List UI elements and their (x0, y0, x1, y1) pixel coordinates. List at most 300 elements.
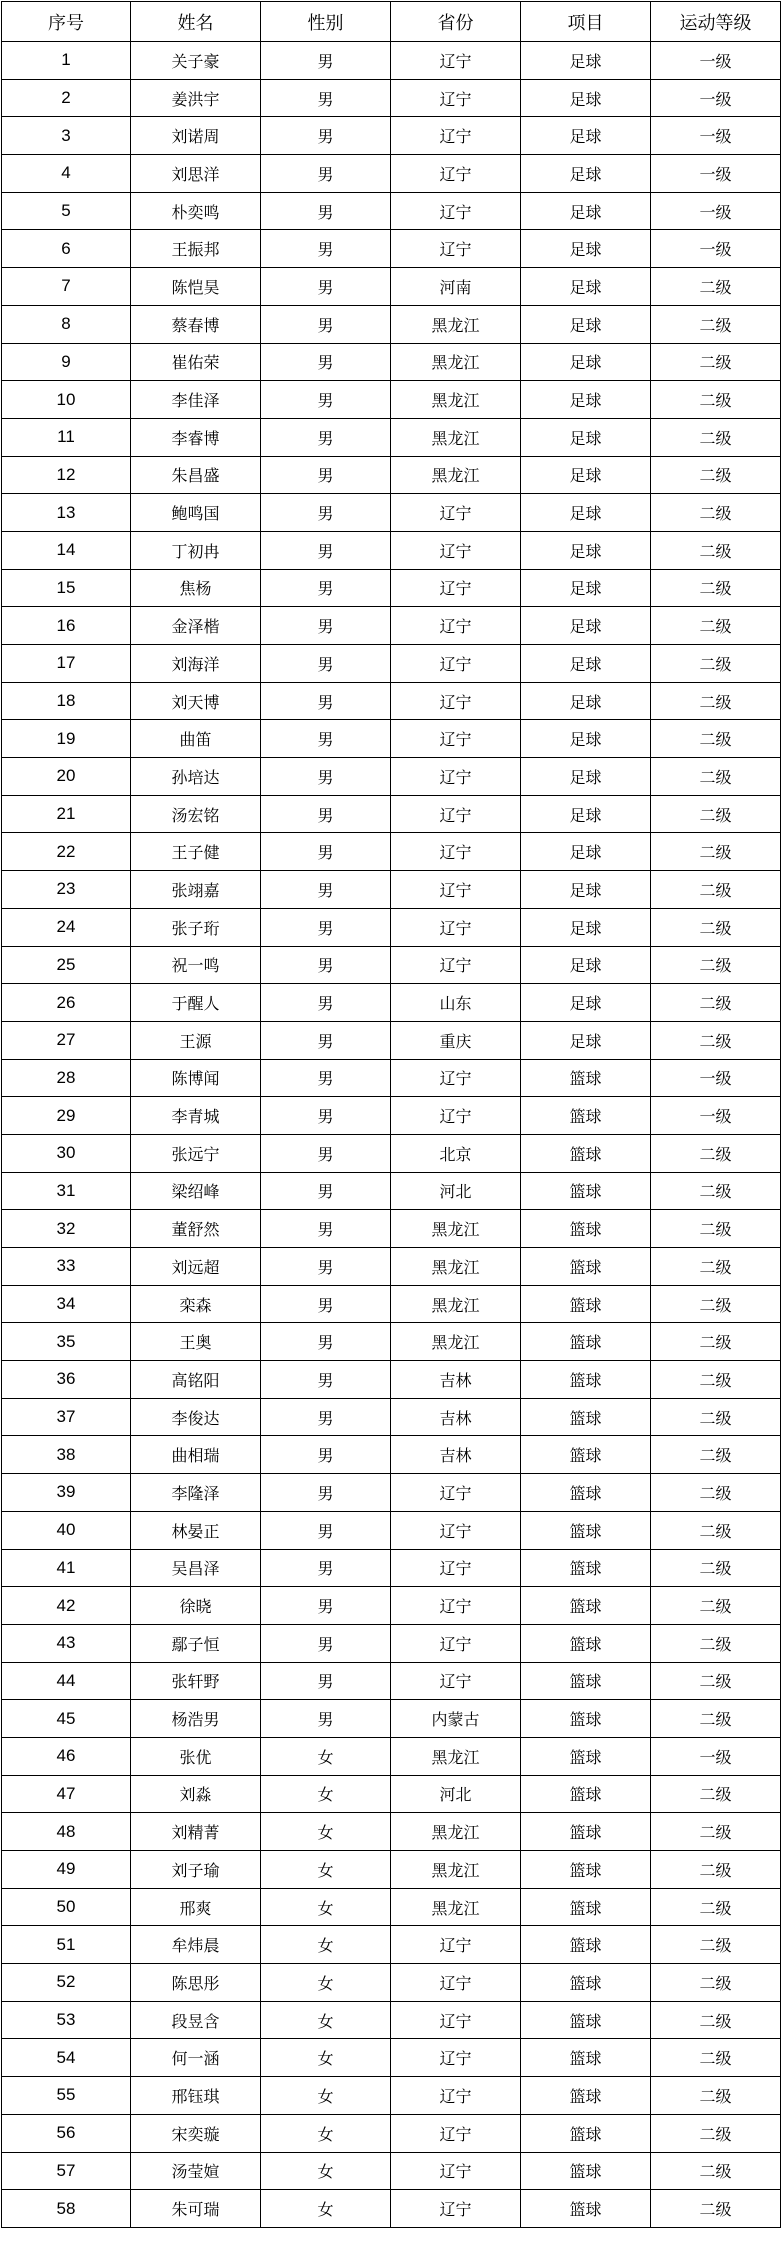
table-row (2, 268, 781, 306)
cell-sport: 足球 (521, 494, 651, 532)
cell-province: 辽宁 (391, 79, 521, 117)
cell-province: 辽宁 (391, 531, 521, 569)
table-row (2, 1474, 781, 1512)
cell-index: 40 (2, 1511, 131, 1549)
cell-name: 孙培达 (131, 758, 261, 796)
cell-gender: 男 (261, 1700, 391, 1738)
cell-sport: 篮球 (521, 1624, 651, 1662)
table-row (2, 117, 781, 155)
cell-level: 二级 (651, 2001, 781, 2039)
table-row (2, 230, 781, 268)
cell-level: 一级 (651, 1737, 781, 1775)
cell-province: 吉林 (391, 1398, 521, 1436)
cell-level: 二级 (651, 418, 781, 456)
cell-name: 曲相瑞 (131, 1436, 261, 1474)
cell-sport: 篮球 (521, 1210, 651, 1248)
cell-gender: 男 (261, 418, 391, 456)
table-row (2, 2077, 781, 2115)
cell-province: 辽宁 (391, 117, 521, 155)
table-row (2, 1172, 781, 1210)
cell-province: 重庆 (391, 1021, 521, 1059)
cell-name: 汤莹媗 (131, 2152, 261, 2190)
cell-gender: 女 (261, 2001, 391, 2039)
cell-name: 董舒然 (131, 1210, 261, 1248)
cell-gender: 男 (261, 1436, 391, 1474)
cell-level: 二级 (651, 720, 781, 758)
cell-level: 二级 (651, 305, 781, 343)
table-row (2, 2114, 781, 2152)
cell-index: 20 (2, 758, 131, 796)
table-row (2, 1775, 781, 1813)
cell-sport: 篮球 (521, 2114, 651, 2152)
cell-index: 10 (2, 381, 131, 419)
cell-level: 二级 (651, 1361, 781, 1399)
cell-gender: 女 (261, 1926, 391, 1964)
cell-gender: 男 (261, 946, 391, 984)
cell-sport: 篮球 (521, 1888, 651, 1926)
table-row (2, 456, 781, 494)
cell-level: 二级 (651, 1813, 781, 1851)
cell-sport: 足球 (521, 418, 651, 456)
cell-level: 二级 (651, 1851, 781, 1889)
cell-name: 李俊达 (131, 1398, 261, 1436)
cell-province: 黑龙江 (391, 343, 521, 381)
cell-province: 辽宁 (391, 1474, 521, 1512)
cell-level: 二级 (651, 795, 781, 833)
table-row (2, 192, 781, 230)
table-row (2, 1398, 781, 1436)
cell-name: 杨浩男 (131, 1700, 261, 1738)
cell-level: 二级 (651, 1248, 781, 1286)
cell-sport: 篮球 (521, 1436, 651, 1474)
cell-gender: 女 (261, 2077, 391, 2115)
cell-gender: 女 (261, 2039, 391, 2077)
cell-name: 于醒人 (131, 984, 261, 1022)
cell-level: 二级 (651, 1888, 781, 1926)
cell-sport: 篮球 (521, 1549, 651, 1587)
cell-name: 栾森 (131, 1285, 261, 1323)
cell-gender: 男 (261, 456, 391, 494)
cell-index: 6 (2, 230, 131, 268)
cell-province: 黑龙江 (391, 1813, 521, 1851)
table-row (2, 682, 781, 720)
cell-index: 30 (2, 1134, 131, 1172)
cell-province: 黑龙江 (391, 305, 521, 343)
cell-gender: 男 (261, 1059, 391, 1097)
cell-gender: 男 (261, 833, 391, 871)
cell-province: 辽宁 (391, 645, 521, 683)
cell-index: 39 (2, 1474, 131, 1512)
cell-level: 二级 (651, 381, 781, 419)
cell-province: 辽宁 (391, 1662, 521, 1700)
cell-gender: 女 (261, 1888, 391, 1926)
cell-province: 山东 (391, 984, 521, 1022)
cell-gender: 女 (261, 1851, 391, 1889)
table-row (2, 871, 781, 909)
cell-province: 河南 (391, 268, 521, 306)
cell-index: 47 (2, 1775, 131, 1813)
cell-level: 二级 (651, 607, 781, 645)
cell-gender: 男 (261, 117, 391, 155)
cell-gender: 男 (261, 1587, 391, 1625)
cell-index: 14 (2, 531, 131, 569)
cell-name: 王振邦 (131, 230, 261, 268)
cell-gender: 男 (261, 531, 391, 569)
cell-name: 刘子瑜 (131, 1851, 261, 1889)
cell-name: 曲笛 (131, 720, 261, 758)
cell-index: 51 (2, 1926, 131, 1964)
cell-index: 32 (2, 1210, 131, 1248)
cell-gender: 男 (261, 42, 391, 80)
cell-level: 二级 (651, 833, 781, 871)
cell-province: 辽宁 (391, 871, 521, 909)
cell-level: 二级 (651, 1624, 781, 1662)
cell-province: 辽宁 (391, 720, 521, 758)
cell-name: 朴奕鸣 (131, 192, 261, 230)
table-row (2, 1851, 781, 1889)
cell-name: 刘淼 (131, 1775, 261, 1813)
cell-sport: 足球 (521, 155, 651, 193)
cell-index: 26 (2, 984, 131, 1022)
cell-sport: 足球 (521, 946, 651, 984)
cell-index: 43 (2, 1624, 131, 1662)
cell-index: 27 (2, 1021, 131, 1059)
cell-sport: 足球 (521, 795, 651, 833)
cell-index: 34 (2, 1285, 131, 1323)
cell-province: 黑龙江 (391, 1851, 521, 1889)
cell-name: 王子健 (131, 833, 261, 871)
cell-gender: 女 (261, 1813, 391, 1851)
cell-level: 二级 (651, 1662, 781, 1700)
table-row (2, 2152, 781, 2190)
table-row (2, 645, 781, 683)
table-row (2, 1587, 781, 1625)
cell-level: 二级 (651, 268, 781, 306)
table-row (2, 1285, 781, 1323)
cell-level: 二级 (651, 2114, 781, 2152)
cell-name: 鄢子恒 (131, 1624, 261, 1662)
cell-province: 内蒙古 (391, 1700, 521, 1738)
cell-index: 16 (2, 607, 131, 645)
cell-level: 二级 (651, 456, 781, 494)
cell-name: 刘海洋 (131, 645, 261, 683)
table-row (2, 343, 781, 381)
cell-index: 53 (2, 2001, 131, 2039)
header-sport: 项目 (521, 2, 651, 42)
table-row (2, 908, 781, 946)
cell-level: 二级 (651, 2077, 781, 2115)
cell-gender: 男 (261, 230, 391, 268)
cell-index: 5 (2, 192, 131, 230)
table-row (2, 833, 781, 871)
table-row (2, 1210, 781, 1248)
table-row (2, 720, 781, 758)
cell-province: 黑龙江 (391, 1210, 521, 1248)
cell-name: 牟炜晨 (131, 1926, 261, 1964)
cell-sport: 足球 (521, 607, 651, 645)
cell-sport: 篮球 (521, 1511, 651, 1549)
cell-level: 二级 (651, 1964, 781, 2002)
cell-sport: 篮球 (521, 1285, 651, 1323)
cell-gender: 女 (261, 1737, 391, 1775)
cell-sport: 足球 (521, 1021, 651, 1059)
cell-sport: 足球 (521, 343, 651, 381)
cell-index: 54 (2, 2039, 131, 2077)
cell-level: 二级 (651, 494, 781, 532)
cell-index: 8 (2, 305, 131, 343)
cell-name: 梁绍峰 (131, 1172, 261, 1210)
table-row (2, 1624, 781, 1662)
table-row (2, 1248, 781, 1286)
cell-index: 7 (2, 268, 131, 306)
cell-sport: 篮球 (521, 1737, 651, 1775)
cell-gender: 男 (261, 1361, 391, 1399)
cell-province: 辽宁 (391, 946, 521, 984)
cell-index: 42 (2, 1587, 131, 1625)
cell-province: 黑龙江 (391, 418, 521, 456)
cell-level: 二级 (651, 343, 781, 381)
cell-name: 徐晓 (131, 1587, 261, 1625)
cell-level: 二级 (651, 908, 781, 946)
table-row (2, 946, 781, 984)
header-province: 省份 (391, 2, 521, 42)
table-row (2, 1323, 781, 1361)
cell-name: 刘思洋 (131, 155, 261, 193)
cell-level: 二级 (651, 1398, 781, 1436)
table-row (2, 1662, 781, 1700)
table-row (2, 494, 781, 532)
cell-gender: 女 (261, 2190, 391, 2228)
cell-province: 辽宁 (391, 2152, 521, 2190)
cell-province: 辽宁 (391, 2001, 521, 2039)
cell-sport: 足球 (521, 268, 651, 306)
cell-index: 4 (2, 155, 131, 193)
cell-level: 二级 (651, 1511, 781, 1549)
cell-name: 金泽楷 (131, 607, 261, 645)
cell-province: 黑龙江 (391, 1285, 521, 1323)
cell-name: 关子豪 (131, 42, 261, 80)
cell-name: 王源 (131, 1021, 261, 1059)
cell-sport: 篮球 (521, 2039, 651, 2077)
cell-name: 陈思彤 (131, 1964, 261, 2002)
cell-level: 一级 (651, 1097, 781, 1135)
table-row (2, 984, 781, 1022)
cell-province: 吉林 (391, 1361, 521, 1399)
cell-sport: 足球 (521, 79, 651, 117)
cell-level: 二级 (651, 1210, 781, 1248)
cell-province: 黑龙江 (391, 381, 521, 419)
cell-name: 何一涵 (131, 2039, 261, 2077)
cell-province: 辽宁 (391, 192, 521, 230)
cell-level: 二级 (651, 1775, 781, 1813)
table-row (2, 1436, 781, 1474)
cell-name: 刘天博 (131, 682, 261, 720)
cell-index: 46 (2, 1737, 131, 1775)
table-row (2, 1737, 781, 1775)
table-row (2, 1361, 781, 1399)
cell-index: 25 (2, 946, 131, 984)
cell-gender: 男 (261, 1248, 391, 1286)
cell-level: 二级 (651, 1021, 781, 1059)
cell-sport: 篮球 (521, 1059, 651, 1097)
header-name: 姓名 (131, 2, 261, 42)
cell-gender: 女 (261, 1964, 391, 2002)
cell-province: 辽宁 (391, 2077, 521, 2115)
cell-name: 李睿博 (131, 418, 261, 456)
cell-name: 汤宏铭 (131, 795, 261, 833)
cell-level: 二级 (651, 2039, 781, 2077)
table-row (2, 305, 781, 343)
cell-level: 二级 (651, 1474, 781, 1512)
cell-sport: 足球 (521, 531, 651, 569)
table-row (2, 1888, 781, 1926)
cell-name: 吴昌泽 (131, 1549, 261, 1587)
cell-sport: 篮球 (521, 2190, 651, 2228)
cell-name: 李隆泽 (131, 1474, 261, 1512)
cell-province: 北京 (391, 1134, 521, 1172)
table-row (2, 381, 781, 419)
cell-name: 邢钰琪 (131, 2077, 261, 2115)
cell-name: 张远宁 (131, 1134, 261, 1172)
cell-province: 辽宁 (391, 155, 521, 193)
cell-index: 48 (2, 1813, 131, 1851)
cell-sport: 足球 (521, 871, 651, 909)
header-gender: 性别 (261, 2, 391, 42)
cell-name: 张子珩 (131, 908, 261, 946)
cell-gender: 女 (261, 2114, 391, 2152)
cell-sport: 足球 (521, 908, 651, 946)
cell-name: 蔡春博 (131, 305, 261, 343)
cell-level: 一级 (651, 117, 781, 155)
cell-level: 一级 (651, 1059, 781, 1097)
cell-gender: 男 (261, 1172, 391, 1210)
cell-level: 二级 (651, 1587, 781, 1625)
cell-level: 二级 (651, 1549, 781, 1587)
cell-index: 38 (2, 1436, 131, 1474)
cell-gender: 男 (261, 268, 391, 306)
cell-name: 陈恺昊 (131, 268, 261, 306)
table-row (2, 531, 781, 569)
cell-name: 林晏正 (131, 1511, 261, 1549)
cell-sport: 篮球 (521, 1097, 651, 1135)
cell-province: 辽宁 (391, 2039, 521, 2077)
cell-gender: 男 (261, 720, 391, 758)
cell-sport: 足球 (521, 758, 651, 796)
cell-gender: 男 (261, 607, 391, 645)
cell-name: 崔佑荣 (131, 343, 261, 381)
table-row (2, 1097, 781, 1135)
cell-province: 辽宁 (391, 833, 521, 871)
cell-sport: 篮球 (521, 2077, 651, 2115)
table-row (2, 2190, 781, 2228)
cell-gender: 男 (261, 1474, 391, 1512)
cell-index: 35 (2, 1323, 131, 1361)
cell-level: 二级 (651, 645, 781, 683)
cell-name: 高铭阳 (131, 1361, 261, 1399)
cell-sport: 足球 (521, 682, 651, 720)
cell-name: 宋奕璇 (131, 2114, 261, 2152)
cell-sport: 篮球 (521, 1851, 651, 1889)
cell-index: 24 (2, 908, 131, 946)
table-row (2, 607, 781, 645)
cell-index: 2 (2, 79, 131, 117)
cell-gender: 男 (261, 381, 391, 419)
cell-index: 55 (2, 2077, 131, 2115)
cell-sport: 足球 (521, 833, 651, 871)
cell-name: 王奥 (131, 1323, 261, 1361)
cell-gender: 男 (261, 569, 391, 607)
cell-name: 刘远超 (131, 1248, 261, 1286)
cell-gender: 男 (261, 494, 391, 532)
cell-index: 52 (2, 1964, 131, 2002)
cell-index: 41 (2, 1549, 131, 1587)
cell-sport: 足球 (521, 230, 651, 268)
cell-level: 二级 (651, 569, 781, 607)
cell-level: 二级 (651, 1700, 781, 1738)
cell-index: 37 (2, 1398, 131, 1436)
cell-sport: 篮球 (521, 1398, 651, 1436)
cell-province: 黑龙江 (391, 1248, 521, 1286)
cell-province: 吉林 (391, 1436, 521, 1474)
cell-index: 22 (2, 833, 131, 871)
cell-province: 辽宁 (391, 1059, 521, 1097)
cell-sport: 篮球 (521, 1172, 651, 1210)
cell-name: 李佳泽 (131, 381, 261, 419)
cell-province: 辽宁 (391, 1624, 521, 1662)
table-row (2, 1134, 781, 1172)
cell-gender: 男 (261, 1097, 391, 1135)
cell-level: 一级 (651, 42, 781, 80)
cell-gender: 男 (261, 871, 391, 909)
cell-level: 二级 (651, 1285, 781, 1323)
cell-sport: 足球 (521, 381, 651, 419)
cell-name: 邢爽 (131, 1888, 261, 1926)
cell-province: 辽宁 (391, 230, 521, 268)
header-level: 运动等级 (651, 2, 781, 42)
cell-gender: 男 (261, 155, 391, 193)
cell-name: 焦杨 (131, 569, 261, 607)
cell-province: 辽宁 (391, 1926, 521, 1964)
cell-name: 李青城 (131, 1097, 261, 1135)
cell-index: 3 (2, 117, 131, 155)
cell-index: 58 (2, 2190, 131, 2228)
cell-province: 辽宁 (391, 1097, 521, 1135)
cell-province: 辽宁 (391, 908, 521, 946)
cell-sport: 足球 (521, 569, 651, 607)
cell-sport: 篮球 (521, 1813, 651, 1851)
cell-province: 辽宁 (391, 682, 521, 720)
cell-province: 辽宁 (391, 795, 521, 833)
cell-level: 一级 (651, 192, 781, 230)
cell-name: 姜洪宇 (131, 79, 261, 117)
cell-index: 49 (2, 1851, 131, 1889)
cell-gender: 男 (261, 305, 391, 343)
cell-province: 黑龙江 (391, 1323, 521, 1361)
cell-index: 29 (2, 1097, 131, 1135)
cell-gender: 男 (261, 682, 391, 720)
cell-name: 张轩野 (131, 1662, 261, 1700)
cell-sport: 篮球 (521, 1926, 651, 1964)
cell-sport: 篮球 (521, 1361, 651, 1399)
cell-level: 二级 (651, 1926, 781, 1964)
cell-province: 辽宁 (391, 2114, 521, 2152)
cell-level: 二级 (651, 1172, 781, 1210)
cell-sport: 篮球 (521, 1700, 651, 1738)
cell-sport: 篮球 (521, 1587, 651, 1625)
cell-name: 刘诺周 (131, 117, 261, 155)
cell-index: 17 (2, 645, 131, 683)
cell-level: 二级 (651, 1134, 781, 1172)
